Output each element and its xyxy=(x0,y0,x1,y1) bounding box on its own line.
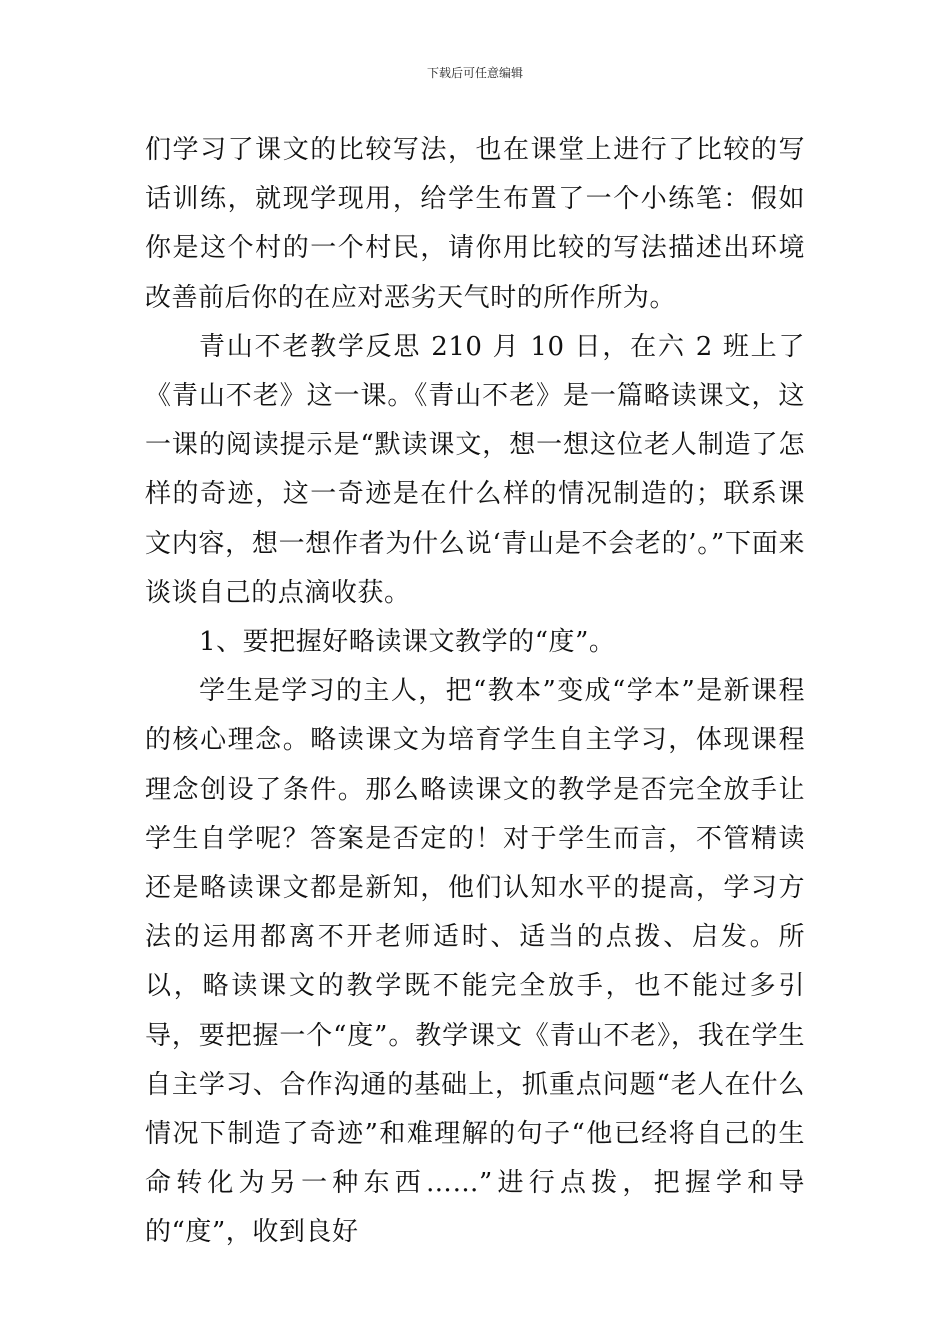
paragraph-section-heading: 1、要把握好略读课文教学的“度”。 xyxy=(199,627,616,658)
paragraph-section-body: 学生是学习的主人，把“教本”变成“学本”是新课程的核心理念。略读课文为培育学生自主学习，体现课程理念创设了条件。那么略读课文的教学是否完全放手让学生自学呢？答案是否定的！对于学生而言，不管精读还是略读课文都是新知，他们认知水平的提高，学习方法的运用都离不开老师适时、适当的点拨、启发。所以，略读课文的教学既不能完全放手，也不能过多引导，要把握一个“度”。教学课文《青山不老》，我在学生自主学习、合作沟通的基础上，抓重点问题“老人在什么情况下制造了奇迹”和难理解的句子“他已经将自己的生命转化为另一种东西……”进行点拨，把握学和导的“度”，收到良好 xyxy=(145,676,805,1248)
paragraph-continuation: 们学习了课文的比较写法，也在课堂上进行了比较的写话训练，就现学现用，给学生布置了一个小练笔：假如你是这个村的一个村民，请你用比较的写法描述出环境改善前后你的在应对恶劣天气时的所作所为。 xyxy=(145,135,805,313)
document-body xyxy=(145,126,805,1258)
paragraph-reflection-intro: 青山不老教学反思 210 月 10 日，在六 2 班上了《青山不老》这一课。《青山不老》是一篇略读课文，这一课的阅读提示是“默读课文，想一想这位老人制造了怎样的奇迹，这一奇迹是在什么样的情况制造的；联系课文内容，想一想作者为什么说‘青山是不会老的’。”下面来谈谈自己的点滴收获。 xyxy=(145,331,805,608)
page-header: 下载后可任意编辑 xyxy=(426,66,523,80)
